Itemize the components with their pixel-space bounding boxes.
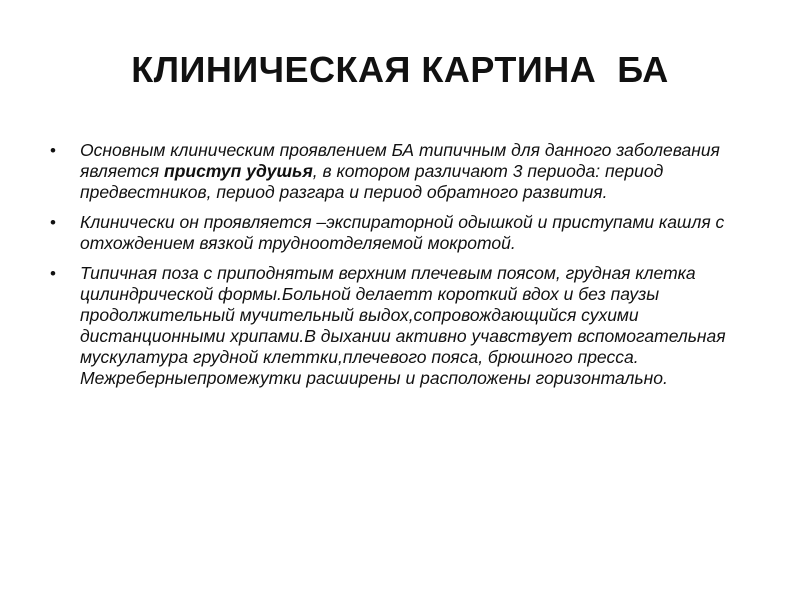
bullet-3-text: Типичная поза с приподнятым верхним плечевым поясом, грудная клетка цилиндрической формы.Больной делаетт короткий вдох и без паузы продолжительный мучительный выдох,сопровождающийся сухими дистанционными хрипами.В дыхании активно учавствует вспомогательная мускулатура грудной клеттки,плечевого пояса, брюшного пресса. Межреберныепромежутки расширены и расположены горизонтально. <box>80 263 726 388</box>
bullet-item-3 <box>50 263 750 389</box>
bullet-marker: • <box>50 264 56 283</box>
bullet-item-1 <box>50 140 750 203</box>
bullet-1-emphasis: приступ удушья <box>164 161 313 181</box>
bullet-2-text: Клинически он проявляется –экспираторной одышкой и приступами кашля с отхождением вязкой трудноотделяемой мокротой. <box>80 212 725 253</box>
bullet-item-2 <box>50 212 750 254</box>
bullet-1-text-end: , в котором различают 3 периода: период предвестников, период разгара и период обратного развития. <box>80 161 664 202</box>
slide-title: КЛИНИЧЕСКАЯ КАРТИНА БА <box>131 49 669 90</box>
bullet-1-text-start: Основным клиническим проявлением БА типичным для данного заболевания является <box>80 140 720 181</box>
bullet-marker: • <box>50 213 56 232</box>
bullet-list <box>50 140 750 398</box>
bullet-marker: • <box>50 141 56 160</box>
